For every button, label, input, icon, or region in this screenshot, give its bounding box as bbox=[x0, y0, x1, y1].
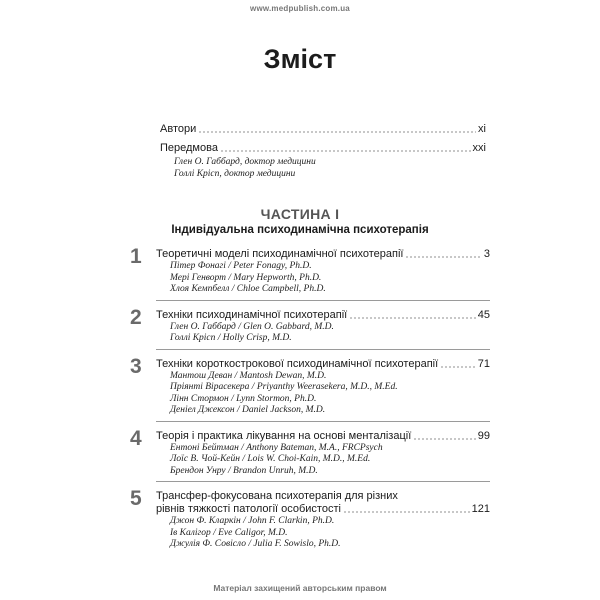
chapter-author: Пітер Фонагі / Peter Fonagy, Ph.D. bbox=[170, 261, 312, 271]
chapter-author: Лінн Стормон / Lynn Stormon, Ph.D. bbox=[170, 393, 317, 404]
chapter-page-number: 71 bbox=[477, 357, 490, 370]
chapter-page-number: 121 bbox=[471, 503, 490, 515]
chapter-title: Теоретичні моделі психодинамічної психотерапії bbox=[156, 248, 404, 260]
chapter-title: Трансфер-фокусована психотерапія для різних bbox=[156, 490, 398, 502]
toc-author: Голлі Кріcп, доктор медицини bbox=[174, 169, 296, 179]
chapter-number: 1 bbox=[130, 245, 142, 268]
chapter-title-line2: рівнів тяжкості патології особистості bbox=[156, 503, 341, 515]
page-title: Зміст bbox=[263, 44, 337, 74]
chapter-entry-5[interactable] bbox=[130, 487, 490, 551]
toc-entry-authors[interactable] bbox=[160, 123, 486, 136]
toc-entry-title: Передмова bbox=[160, 142, 218, 154]
chapter-title: Техніки короткострокової психодинамічної психотерапії bbox=[156, 357, 439, 370]
dot-leader bbox=[440, 366, 476, 368]
chapter-author: Ентоні Бейтман / Anthony Bateman, M.A., FRCPsych bbox=[170, 442, 383, 453]
toc-entry-title: Автори bbox=[160, 123, 197, 135]
chapter-entry-3[interactable] bbox=[130, 354, 490, 417]
chapter-author: Мантош Деван / Mantosh Dewan, M.D. bbox=[170, 370, 327, 381]
front-matter bbox=[160, 123, 486, 186]
dot-leader bbox=[198, 131, 476, 133]
toc-author: Глен О. Габбард, доктор медицини bbox=[174, 157, 316, 167]
dot-leader bbox=[220, 150, 471, 152]
chapter-author: Лоїс В. Чой-Кейн / Lois W. Choi-Kain, M.D., M.Ed. bbox=[170, 454, 371, 464]
dot-leader bbox=[413, 438, 475, 440]
toc-page-number: xxi bbox=[472, 142, 486, 154]
chapter-author: Джон Ф. Кларкін / John F. Clarkin, Ph.D. bbox=[170, 516, 335, 526]
chapter-author: Ів Калігор / Eve Caligor, M.D. bbox=[170, 527, 288, 538]
chapter-page-number: 3 bbox=[483, 248, 490, 260]
part-subtitle: Індивідуальна психодинамічна психотерапія bbox=[171, 224, 429, 236]
chapter-author: Мері Генворт / Mary Hepworth, Ph.D. bbox=[170, 272, 322, 283]
chapter-author: Пріянті Вірасекера / Priyanthy Weerasekera, M.D., M.Ed. bbox=[170, 382, 398, 392]
chapter-list bbox=[130, 245, 490, 551]
chapter-page-number: 45 bbox=[477, 308, 490, 321]
chapter-author: Деніел Джексон / Daniel Jackson, M.D. bbox=[170, 405, 326, 415]
chapter-divider bbox=[156, 300, 490, 301]
dot-leader bbox=[405, 256, 481, 258]
chapter-entry-4[interactable] bbox=[130, 426, 490, 478]
chapter-page-number: 99 bbox=[477, 429, 490, 442]
chapter-divider bbox=[156, 349, 490, 350]
chapter-divider bbox=[156, 481, 490, 482]
dot-leader bbox=[343, 511, 470, 513]
chapter-author: Джулія Ф. Совісло / Julia F. Sowislo, Ph.D. bbox=[170, 539, 341, 549]
dot-leader bbox=[349, 317, 476, 319]
toc-entry-preface[interactable] bbox=[160, 142, 486, 180]
chapter-author: Голлі Кріcп / Holly Crisp, M.D. bbox=[170, 333, 292, 343]
chapter-entry-2[interactable] bbox=[130, 305, 490, 345]
chapter-title: Теорія і практика лікування на основі менталізації bbox=[156, 429, 412, 442]
chapter-author: Глен О. Габбард / Glen O. Gabbard, M.D. bbox=[170, 321, 334, 332]
chapter-author: Хлоя Кемпбелл / Chloe Campbell, Ph.D. bbox=[170, 284, 326, 294]
chapter-number: 2 bbox=[130, 305, 142, 329]
site-url: www.medpublish.com.ua bbox=[250, 4, 350, 13]
chapter-divider bbox=[156, 421, 490, 422]
chapter-number: 5 bbox=[130, 487, 142, 510]
toc-page-number: xi bbox=[478, 123, 486, 135]
chapter-number: 4 bbox=[130, 426, 142, 450]
chapter-title: Техніки психодинамічної психотерапії bbox=[156, 308, 348, 321]
part-label: ЧАСТИНА I bbox=[260, 206, 340, 222]
chapter-number: 3 bbox=[130, 354, 142, 378]
copyright-note: Матеріал захищений авторським правом bbox=[213, 583, 387, 593]
chapter-author: Брендон Унру / Brandon Unruh, M.D. bbox=[170, 465, 318, 476]
chapter-entry-1[interactable] bbox=[130, 245, 490, 296]
